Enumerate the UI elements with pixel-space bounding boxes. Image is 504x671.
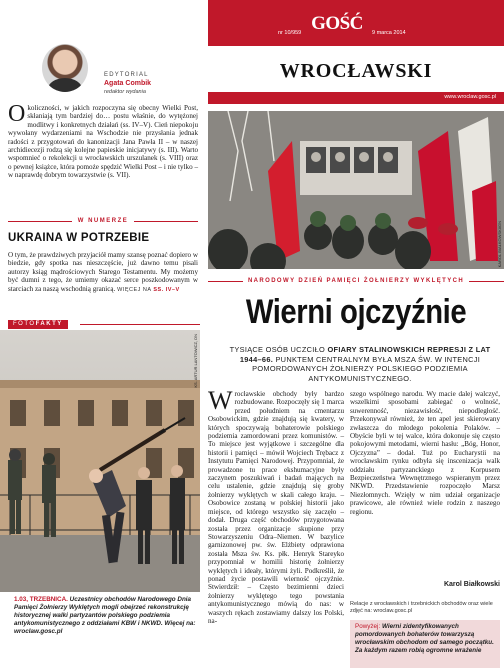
ukraina-title: UKRAINA W POTRZEBIE [8,232,150,244]
ceremony-photo-art [208,111,504,269]
ukraina-more-link[interactable]: WIĘCEJ NA SS. IV–V [117,286,180,293]
editor-portrait [42,44,88,92]
w-numerze-heading [8,216,198,226]
editor-name: Agata Combik [104,80,152,87]
article-column-2-text: szego wspólnego narodu. Wy macie dalej walczyć, wszelkimi sposobami zabiegać o wolność, suwerenność, niezawisłość, niepodległość. Przekonywał również, że ten apel jest skierowany zwłaszcza do młodego pokolenia Polaków. – Obyście byli w tej walce, która dokonuje się często pokojowymi metodami, wierni hasłu: „Bóg, Honor, Ojczyzna” – dodał. Tuż po Eucharystii na wrocławskim rynku odbyła się inscenizacja walk oddziału partyzanckiego z Korpusem Bezpieczeństwa Wewnętrznego wspieranym przez NKWD. Przedstawienie rozpoczęło Marsz Niezłomnych. Wzięły w nim udział organizacje prawicowe, ale również wiele rodzin z naszego regionu. [350,390,500,516]
relacje-note: Relacje z wrocławskich i trzebnickich obchodów oraz wiele zdjęć na: wroclaw.gosc.pl [350,601,493,614]
fotofakty-rule [80,324,200,325]
reenactment-photo [0,330,200,592]
powyzej-label: Powyżej: [355,623,381,630]
editor-role: redaktor wydania [104,89,146,95]
editorial-text [8,101,198,180]
article-column-1 [208,386,344,625]
ukraina-text [8,251,198,294]
editorial-dropcap: O [8,101,26,127]
site-url[interactable]: www.wroclaw.gosc.pl [444,94,496,100]
caption-text: Uczestnicy obchodów Narodowego Dnia Pamięci Żołnierzy Wyklętych mogli obejrzeć rekonstrukcję historycznej walki partyzantów polskiego podziemia antykomunistycznego z oddziałami KBW i NKWD. Więcej na: wroclaw.gosc.pl [14,596,196,635]
ukraina-body: O tym, że prawdziwych przyjaciół mamy szansę poznać dopiero w biedzie, gdy spotka nas nieszczęście, już dawno temu pisali autorzy ksiąg mądrościowych Starego Testamentu. My możemy być dumni z tego, że umiemy okazać serce poszkodowanym w starciach za naszą wschodnią granicą. [8,251,198,293]
kicker-text: NARODOWY DZIEŃ PAMIĘCI ŻOŁNIERZY WYKLĘTYCH [247,278,465,284]
article-dropcap: W [208,386,233,415]
editorial-label: EDYTORIAL [104,72,149,78]
article-kicker [208,276,504,286]
article-author: Karol Białkowski [443,581,500,588]
article-lead: TYSIĄCE OSÓB UCZCIŁO OFIARY STALINOWSKICH REPRESJI Z LAT 1944–66. PUNKTEM CENTRALNYM BYŁA MSZA ŚW. W INTENCJI POMORDOWANYCH ŻOŁNIERZY POLSKIEGO PODZIEMIA ANTYKOMUNISTYCZNEGO. [229,345,491,383]
article-column-2 [350,390,500,516]
w-numerze-label: W NUMERZE [77,218,129,224]
reenactment-photo-art [0,330,200,592]
issue-number: nr 10/959 [278,30,302,36]
fotofakty-credit: KS. ARTUR LANTOWICZ, DN [193,334,198,388]
editorial-body: koliczności, w jakich rozpoczyna się obecny Wielki Post, skłaniają tym bardziej do… postu właśnie, do wytężonej modlitwy i konkretnych działań (ss. IV–V). Cień niepokoju wywołany wydarzeniami na Wschodzie nie przysłania jednak radości z przygotowań do kanonizacji Jana Pawła II – w naszej archidiecezji rodzą się kolejne papieskie inicjatywy (s. III). Warto wspomnieć o rekolekcji u wrocławskich urszulanek (s. VIII) oraz o pewnej książce, która pomoże spędzić Wielki Post – i nie tylko – w naprawdę dobrym towarzystwie (s. VII). [8,104,198,180]
main-photo-credit: KAROL BIAŁKOWSKI/GN [497,221,502,268]
article-headline: Wierni ojczyźnie [245,293,467,331]
caption-place: 1.03, TRZEBNICA. [14,596,68,603]
issue-date: 9 marca 2014 [372,30,406,36]
gosc-logo: GOŚĆ [311,13,363,34]
edition-title: WROCŁAWSKI [279,60,433,82]
fotofakty-tab: FOTOFAKTY [8,320,68,329]
photo-caption-box [350,620,500,668]
main-photo [208,111,504,269]
fotofakty-caption [14,596,198,636]
article-column-1-text: rocławskie obchody były bardzo rozbudowane. Rozpoczęły się 1 marca przed południem na cmentarzu Osobowickim, gdzie znajdują się kwatery, w których spoczywają bohaterowie polskiego podziemia zamordowani przez komunistów. – To miejsce jest wyjątkowe i szczególne dla historii i pamięci – mówił Wojciech Trębacz z Instytutu Pamięci Narodowej. Przypomniał, że prowadzone tu prace ekshumacyjne były zaczynem poszukiwań i badań mających na celu ustalenie, gdzie znajdują się groby żołnierzy wyklętych w skali całego kraju. – Osobowice zostaną w polskiej historii jako miejsce, od którego wszystko się zaczęło – dodał. Druga część obchodów przygotowana została przez organizacje skupione przy Stowarzyszeniu Odra–Niemen. W bazylice garnizonowej pw. św. Elżbiety odprawiona została Msza św. Ks. płk. Henryk Stareyko przypomniał w homilii historię żołnierzy wyklętych i ideały, którymi żyli. Podkreślił, że ponad życie postawili wierność ojczyźnie. Stwierdził: – Często bezimienni dzieci żołnierzy wyklętego tego powstania antykomunistycznego mówią do nas: w waszych rękach zostawiamy dalszy los Polski, na- [208,390,344,625]
powyzej-text: Wierni zidentyfikowanych pomordowanych bohaterów towarzyszą wrocławskim obchodom od samego początku. Za każdym razem robią ogromne wrażenie [355,623,494,654]
